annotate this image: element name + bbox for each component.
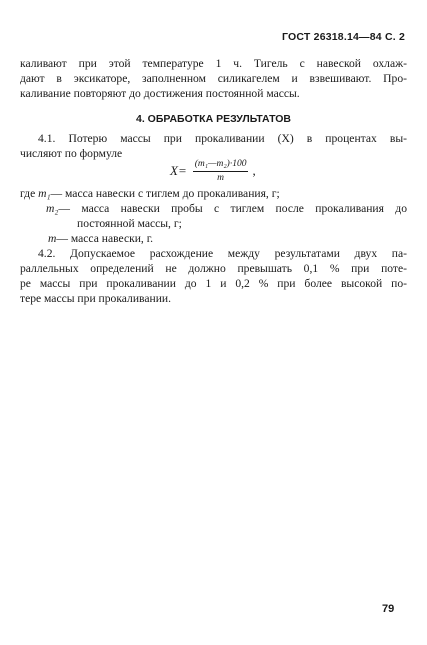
paragraph-line: 4.1. Потерю массы при прокаливании (X) в процентах вы-	[38, 132, 407, 145]
paragraph-line: каливают при этой температуре 1 ч. Тигель с навеской охлаж-	[20, 57, 407, 70]
definition-text: — масса навески с тиглем до прокаливания, г;	[50, 187, 280, 200]
page-header: ГОСТ 26318.14—84 С. 2	[282, 31, 405, 43]
symbol-m2: m₂	[46, 202, 59, 215]
symbol-m1: m₁	[38, 187, 51, 200]
paragraph-line: каливание повторяют до достижения постоянной массы.	[20, 87, 300, 100]
formula-denominator: m	[217, 172, 225, 183]
symbol-m: m	[48, 232, 57, 245]
formula-fraction	[193, 159, 249, 184]
definition-m1	[20, 186, 280, 201]
formula	[170, 156, 256, 186]
formula-tail: ,	[252, 163, 256, 178]
paragraph-line: дают в эксикаторе, заполненном силикагелем и взвешивают. Про-	[20, 72, 407, 85]
definition-m2-cont: постоянной массы, г;	[77, 217, 182, 230]
paragraph-line: числяют по формуле	[20, 147, 123, 160]
section-heading: 4. ОБРАБОТКА РЕЗУЛЬТАТОВ	[136, 113, 291, 125]
formula-numerator: (m₁—m₂)·100	[193, 159, 249, 172]
definition-m	[48, 231, 153, 246]
formula-lhs: X=	[170, 163, 187, 178]
paragraph-line: раллельных определений не должно превышать 0,1 % при поте-	[20, 262, 407, 275]
definition-text: — масса навески пробы с тиглем после прокаливания до	[58, 202, 407, 215]
page-number: 79	[382, 603, 395, 615]
definition-prefix: где	[20, 187, 36, 200]
definition-m2	[46, 201, 407, 216]
definition-text: — масса навески, г.	[56, 232, 154, 245]
paragraph-line: ре массы при прокаливании до 1 и 0,2 % при более высокой по-	[20, 277, 407, 290]
paragraph-line: тере массы при прокаливании.	[20, 292, 172, 305]
paragraph-line: 4.2. Допускаемое расхождение между результатами двух па-	[38, 247, 407, 260]
